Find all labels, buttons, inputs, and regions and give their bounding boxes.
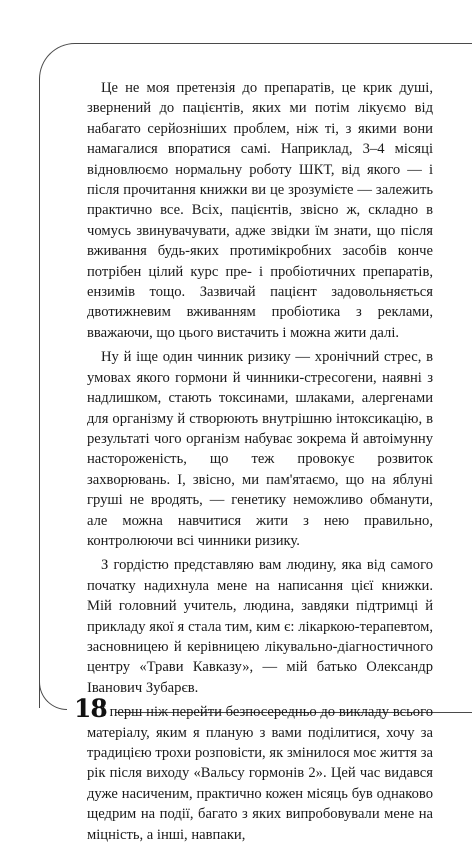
paragraph: І перш ніж перейти безпосередньо до викладу всього матеріалу, яким я планую з вами поділитися, хочу за традицією трохи розповісти, як змінилося моє життя за рік після виходу «Вальсу гормонів 2». Цей час видався дуже насиченим, практично кожен місяць був однаково щедрим на події, багато з яких випробовували мене на міцність, а інші, навпаки, — [87, 704, 433, 843]
paragraph: Це не моя претензія до препаратів, це крик душі, звернений до пацієнтів, яких ми потім лікуємо від набагато серйозніших проблем, ніж ті, з якими вони намагалися впоратися самі. Наприклад, 3–4 місяці відновлюємо нормальну роботу ШКТ, від якого — і після прочитання книжки ви це зрозумієте — залежить практично все. Всіх, пацієнтів, звісно ж, складно в чомусь звинувачувати, адже звідки їм знати, що після вживання будь-яких протимікробних засобів конче потрібен цілий курс пре- і пробіотичних препаратів, ензимів тощо. Зазвичай пацієнт задовольняється двотижневим вживанням пробіотика з реклами, вважаючи, що цього вистачить і можна жити далі. — [87, 80, 433, 341]
page-number: 18 — [74, 694, 107, 723]
page-body — [87, 78, 433, 849]
paragraph: З гордістю представляю вам людину, яка від самого початку надихнула мене на написання цієї книжки. Мій головний учитель, людина, завдяки підтримці й прикладу якої я стала тим, ким є: лікаркою-терапевтом, засновницею й керівницею лікувально-діагностичного центру «Трави Кавказу», — мій батько Олександр Іванович Зубарєв. — [87, 557, 433, 696]
paragraph: Ну й іще один чинник ризику — хронічний стрес, в умовах якого гормони й чинники-стресогени, наявні з надлишком, стають токсинами, шлаками, алергенами для організму й створюють внутрішню інтоксикацію, в результаті чого організм набуває зокрема й автоімунну настороженість, що теж провокує розвиток захворювань. І, звісно, ми пам'ятаємо, що на яблуні груші не вродять, — генетику неможливо обманути, але можна навчитися жити з нею правильно, контролюючи всі чинники ризику. — [87, 349, 433, 549]
